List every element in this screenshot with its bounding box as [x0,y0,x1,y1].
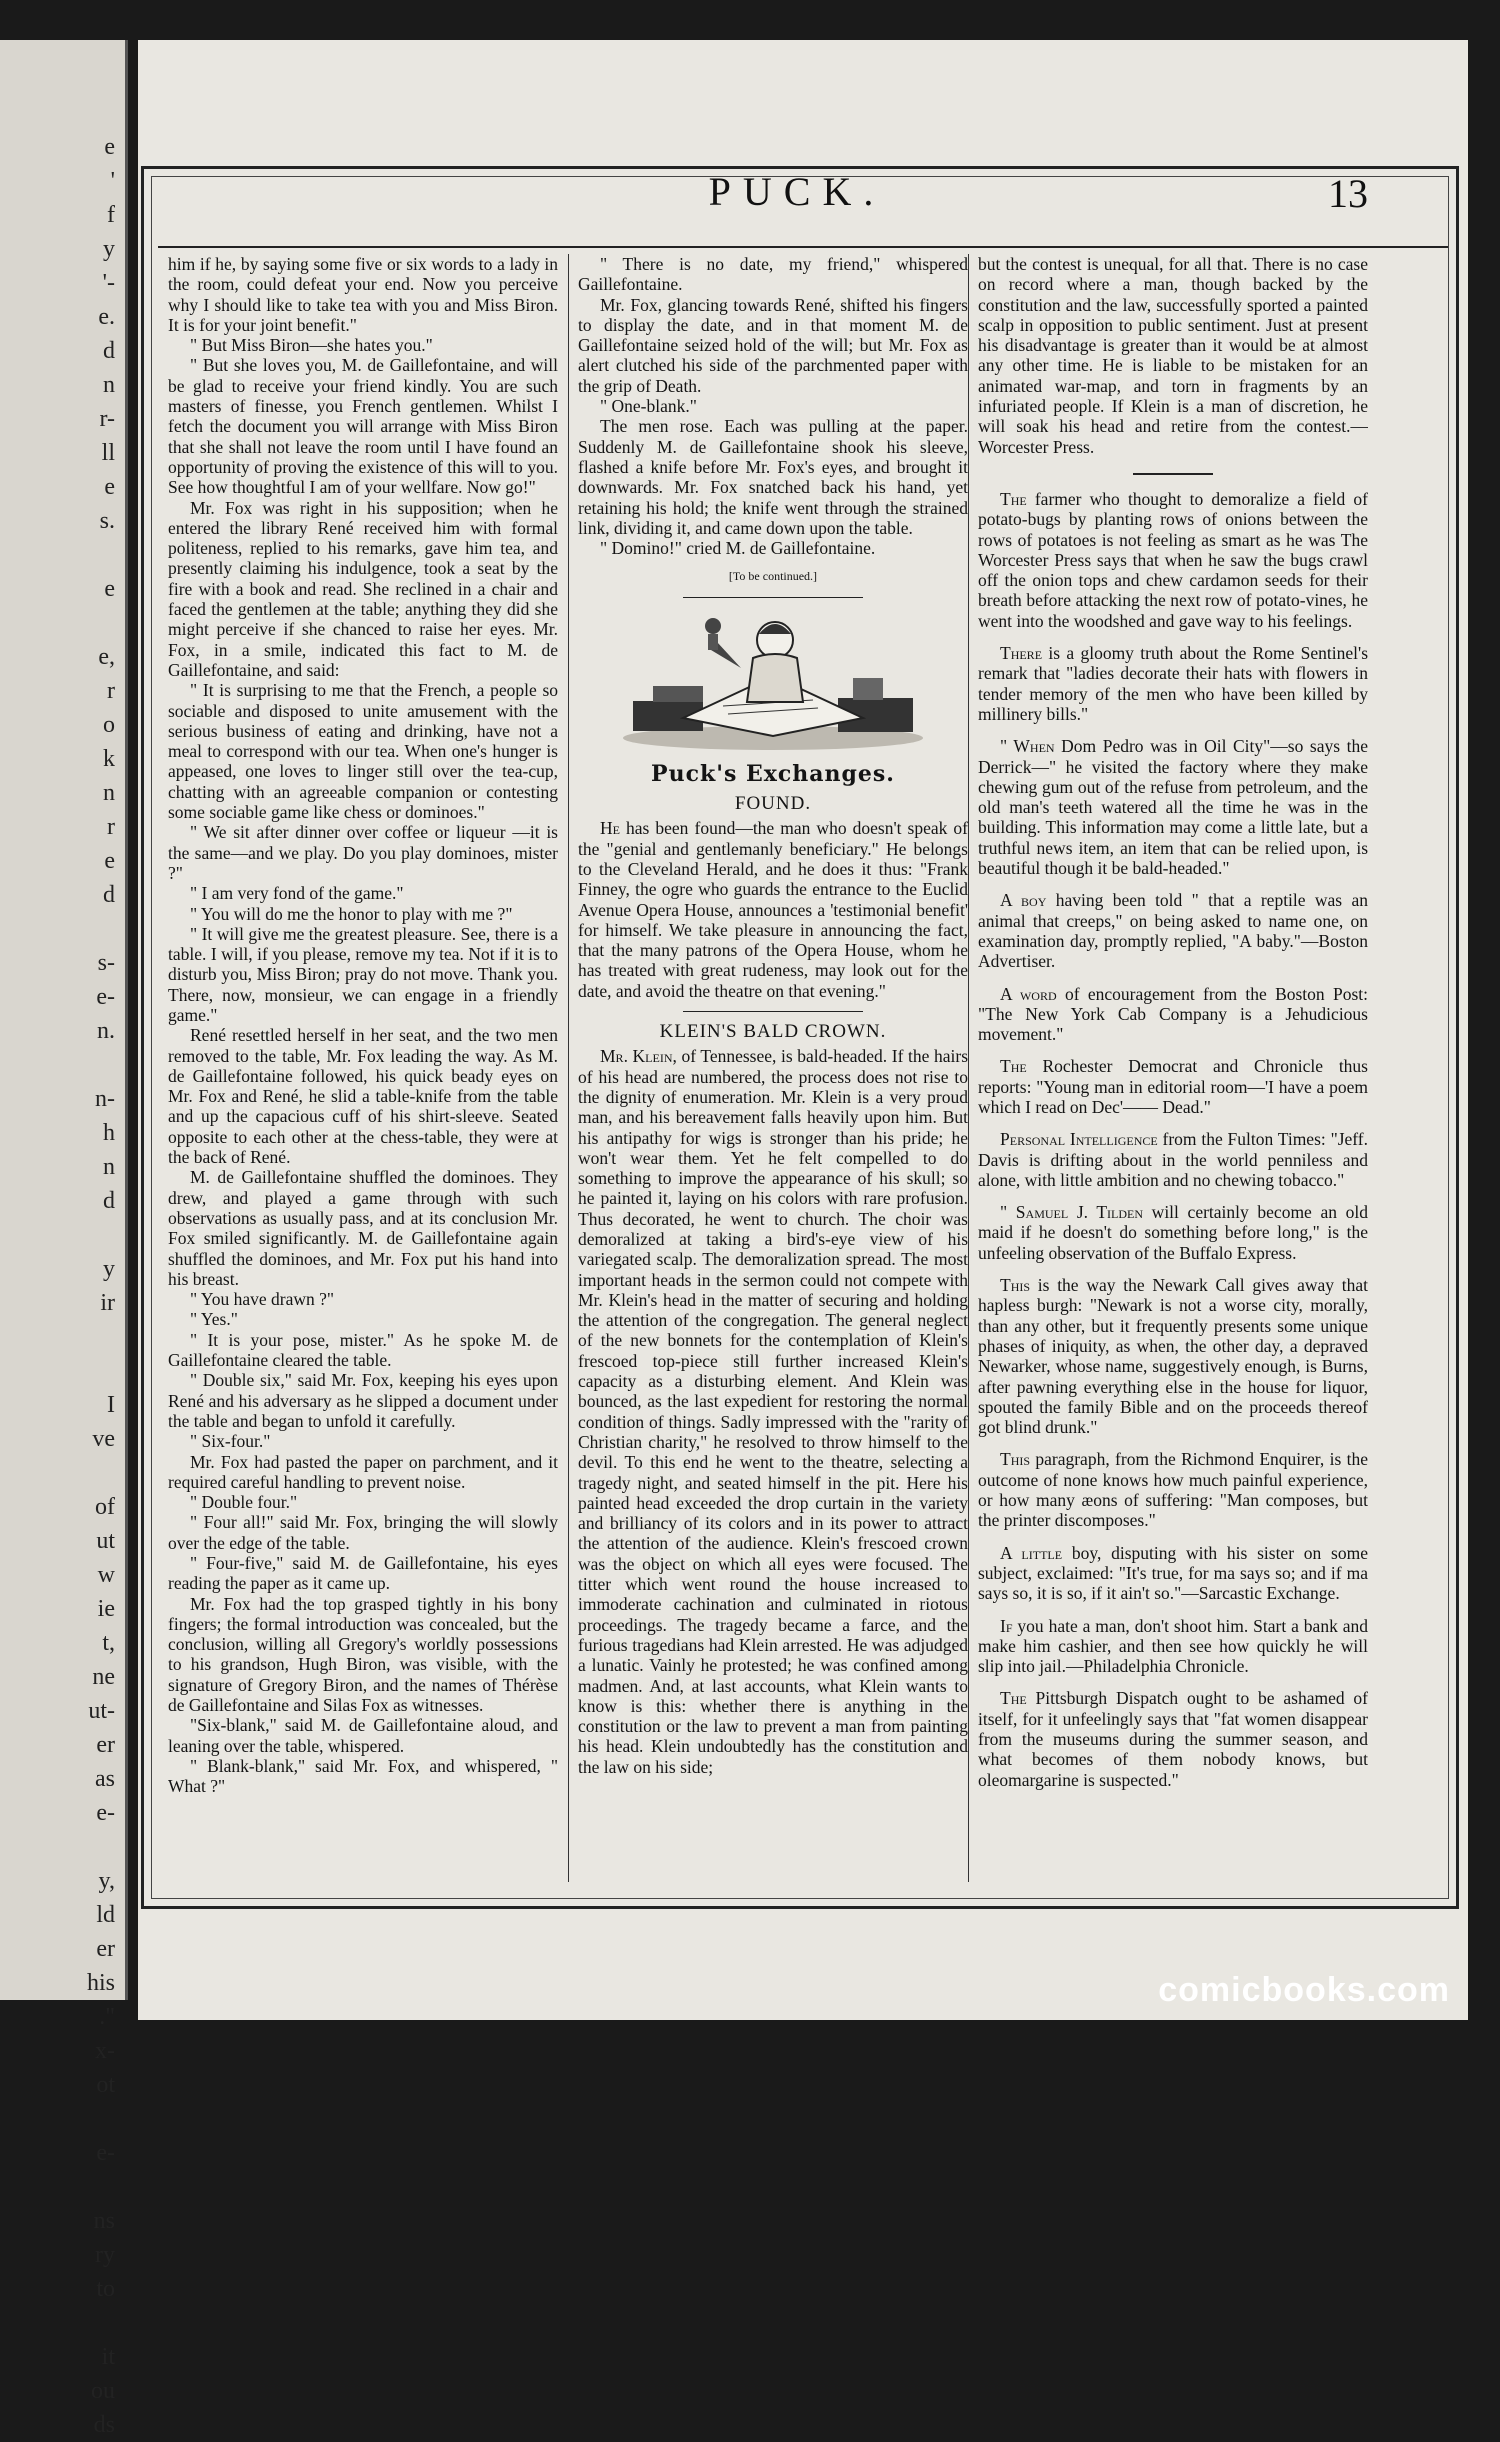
previous-page-fragment: ir [100,1290,115,1316]
column-divider [568,254,569,1882]
previous-page-fragment [0,538,115,572]
story-paragraph: " Four-five," said M. de Gaillefontaine, his eyes reading the paper as it came up. [168,1553,558,1594]
exchange-item: " When Dom Pedro was in Oil City"—so says the Derrick—" he visited the factory where they make chewing gum out of the refuse from petroleum, and the old man's teeth watered all the time he was in the building. This information may come a little late, but a truthful news item, an item that can be relied upon, is beautiful though it be bald-headed." [978,736,1368,879]
previous-page-fragment: r- [99,406,115,432]
story-paragraph: " It will give me the greatest pleasure. See, there is a table. I will, if you please, remove my tea. Not if it is to disturb you, Miss Biron; pray do not move. Thank you. There, now, monsieur, we can engage in a friendly game." [168,923,558,1025]
previous-page-fragment: ld [96,1902,115,1928]
previous-page-fragment: o [103,712,115,738]
exchange-item: If you hate a man, don't shoot him. Start a bank and make him cashier, and then see how quickly he will slip into jail.—Philadelphia Chronicle. [978,1615,1368,1677]
previous-page-fragment: '- [102,270,115,296]
previous-page-fragment: as [95,1766,115,1792]
previous-page-fragment [0,1456,115,1490]
watermark: comicbooks.com [1158,1971,1450,2009]
previous-page-fragment: e- [96,984,115,1010]
exchange-item: Personal Intelligence from the Fulton Times: "Jeff. Davis is drifting about in the world penniless and alone, with little ambition and no chewing tobacco." [978,1129,1368,1190]
previous-page-fragment: x- [95,2038,115,2064]
exchange-item: The Rochester Democrat and Chronicle thus reports: "Young man in editorial room—'I have a poem which I read on Dec'—— Dead." [978,1056,1368,1117]
story-paragraph: M. de Gaillefontaine shuffled the dominoes. They drew, and played a game through with such observations as usually pass, and at its conclusion Mr. Fox smiled significantly. M. de Gaillefontaine again shuffled the dominoes, and Mr. Fox put his hand into his breast. [168,1167,558,1289]
page-number: 13 [1328,171,1368,216]
previous-page-fragment: e- [96,1800,115,1826]
story-paragraph: " We sit after dinner over coffee or liqueur —it is the same—and we play. Do you play dominoes, mister ?" [168,822,558,883]
column-3 [978,254,1368,1894]
previous-page-fragment: ry [95,2242,115,2268]
previous-page-fragment: e- [96,2140,115,2166]
exchange-items [978,489,1368,1790]
previous-page-fragment: n [103,1154,115,1180]
story-paragraph: Mr. Fox, glancing towards René, shifted his fingers to display the date, and in that moment M. de Gaillefontaine seized hold of the will; but Mr. Fox as alert clutched his side of the parchmented paper with the grip of Death. [578,294,968,396]
previous-page-fragment: ve [92,1426,115,1452]
previous-page-fragment: s- [97,950,115,976]
story-paragraph: " Blank-blank," said Mr. Fox, and whispered, " What ?" [168,1755,558,1797]
previous-page-fragment: y [103,1256,115,1282]
previous-page-fragment: ie [97,1596,115,1622]
previous-page-fragment: y, [98,1868,115,1894]
article-continuation: but the contest is unequal, for all that. There is no case on record where a man, though backed by the constitution and the law, successfully sported a painted scalp in opposition to public sentiment. Just at present his disadvantage is greater than it would be at almost any other time. He is liable to be mistaken for an animated war-map, and torn in fragments by an infuriated people. If Klein is a man of discretion, he will soak his head and retire from the contest.— Worcester Press. [978,254,1368,457]
cherub-reading-newspapers-icon [613,606,933,756]
previous-page-fragment: e [104,576,115,602]
exchange-item: " Samuel J. Tilden will certainly become an old maid if he doesn't do something before long," is the unfeeling observation of the Buffalo Express. [978,1202,1368,1263]
story-conclusion [578,254,968,558]
story-paragraph: " One-blank." [600,396,697,417]
story-paragraph: "Six-blank," said M. de Gaillefontaine aloud, and leaning over the table, whispered. [168,1715,558,1756]
previous-page-fragment: e [104,134,115,160]
previous-page-edge [0,40,128,2438]
previous-page-fragment: his [86,1970,115,1996]
previous-page-fragment [0,2170,115,2204]
previous-page-fragment: k [103,746,115,772]
story-paragraph: Mr. Fox had the top grasped tightly in his bony fingers; the formal introduction was concealed, but the conclusion, willing all Gregory's worldly possessions to his grandson, Hugh Biron, was visible, with the signature of Gregory Biron, and the names of Thérèse de Gaillefontaine and Silas Fox as witnesses. [168,1593,558,1716]
previous-page-fragment: w [97,1562,115,1588]
previous-page-fragment [0,1830,115,1864]
section-title: Puck's Exchanges. [651,760,895,787]
previous-page-fragment [0,1218,115,1252]
story-paragraph: him if he, by saying some five or six words to a lady in the room, could defeat your end. Now you perceive why I should like to take tea with you and Miss Biron. It is for your joint benefit." [168,254,558,335]
previous-page-fragment: r [107,814,115,840]
previous-page-fragment [0,2102,115,2136]
masthead-title: PUCK. [708,169,886,214]
previous-page-fragment: ou [91,2378,115,2404]
previous-page-fragment: y [103,236,115,262]
article-rule [1133,473,1213,475]
story-paragraph: " You have drawn ?" [190,1289,335,1310]
story-paragraph: " Double six," said Mr. Fox, keeping his eyes upon René and his adversary as he slipped a document under the table and began to unfold it carefully. [168,1370,558,1431]
header-rule [158,246,1448,248]
previous-page-fragments [0,130,115,2442]
previous-page-fragment [0,1048,115,1082]
story-paragraph: The men rose. Each was pulling at the paper. Suddenly M. de Gaillefontaine shook his sleeve, flashed a knife before Mr. Fox's eyes, and brought it downwards. Mr. Fox snatched back his hand, yet retaining his hold; the knife went through the strained link, dividing it, and came down upon the table. [578,416,968,538]
newspaper-page [138,40,1468,2020]
exchange-item: The Pittsburgh Dispatch ought to be ashamed of itself, for it unfeelingly says that "fat women disappear from the museums during the summer season, and what becomes of them nobody knows, but oleomargarine is suspected." [978,1688,1368,1790]
exchange-item: A boy having been told " that a reptile was an animal that creeps," on being asked to name one, on examination day, promptly replied, "A baby."—Boston Advertiser. [978,890,1368,972]
article-body: Mr. Klein, of Tennessee, is bald-headed. If the hairs of his head are numbered, the process does not rise to the dignity of enumeration. Mr. Klein is a very proud man, and his bereavement falls heavily upon him. But his antipathy for wigs is stronger than his pride; he won't wear them. Yet he felt compelled to do something to improve the appearance of his skull; so he painted it, laying on his colors with rare profusion. Thus decorated, he went to church. The choir was demoralized at taking a bird's-eye view of his variegated scalp. The demoralization spread. The most important heads in the sermon could not compete with Mr. Klein's head in the matter of securing and holding the attention of the congregation. The general neglect of the new bonnets for the contemplation of Klein's frescoed top-piece still further increased Klein's capacity as a disturbing element. And Klein was bounced, as the last expedient for restoring the normal condition of things. Sadly impressed with the "rarity of Christian charity," he resolved to throw himself to the devil. To this end he went to the theatre, selecting a tragedy night, and seated himself in the pit. Here his painted head exceeded the drop curtain in the variety and brilliancy of its colors and in its power to attract the attention of the audience. Klein's frescoed crown was the object on which all eyes were focused. The titter which went round the house increased to immoderate cachination and culminated in riotous proceedings. The tragedy became a farce, and the furious tragedians had Klein arrested. He was adjudged a lunatic. Vainly he protested; he was confined among madmen. And, at last accounts, what Klein wants to know is this: whether there is anything in the constitution or the law to prevent a man from painting his head. Klein undoubtedly has the constitution and the law on his side; [578,1046,968,1777]
ornament-rule [683,597,863,598]
story-paragraph: " I am very fond of the game." [190,883,404,904]
previous-page-fragment: ut [96,1528,115,1554]
previous-page-fragment: e. [98,304,115,330]
article-title: KLEIN'S BALD CROWN. [659,1021,887,1043]
exchange-item: This paragraph, from the Richmond Enquirer, is the outcome of none knows how much painful experience, or how many æons of suffering: "Man composes, but the printer discomposes." [978,1449,1368,1531]
previous-page-fragment: ll [101,440,115,466]
previous-page-fragment: er [96,1936,115,1962]
previous-page-fragment: n- [95,1086,115,1112]
previous-page-fragment: it [101,2344,115,2370]
previous-page-fragment: h [103,1120,115,1146]
previous-page-fragment: n. [97,1018,115,1044]
exchange-item: The farmer who thought to demoralize a field of potato-bugs by planting rows of onions between the rows of potatoes is not feeling as smart as he was The Worcester Press says that when he saw the bugs crawl off the onion tops and chew cardamon seeds for their breath before attacking the next row of potato-vines, he went into the woodshed and gave way to his feelings. [978,488,1368,631]
story-paragraph: " Four all!" said Mr. Fox, bringing the will slowly over the edge of the table. [168,1512,558,1553]
story-paragraph: " But Miss Biron—she hates you." [190,335,433,356]
story-paragraph: " Domino!" cried M. de Gaillefontaine. [600,538,876,559]
previous-page-fragment: s. [99,508,115,534]
story-paragraph: Mr. Fox had pasted the paper on parchment, and it required careful handling to prevent noise. [168,1451,558,1492]
previous-page-fragment [0,912,115,946]
previous-page-fragment [0,1354,115,1388]
previous-page-fragment: ' [110,168,115,194]
previous-page-fragment: ds [93,2412,115,2438]
article-title: FOUND. [734,793,812,815]
previous-page-fragment: er [96,1732,115,1758]
exchange-item: A little boy, disputing with his sister on some subject, exclaimed: "It's true, for ma says so; and if ma says so, it is so, if it ain't so."—Sarcastic Exchange. [978,1542,1368,1604]
story-paragraph: " But she loves you, M. de Gaillefontaine, and will be glad to receive your friend kindly. You are such masters of finesse, you French gentlemen. Whilst I fetch the document you will arrange with Miss Biron that she shall not leave the room until I have found an opportunity of proving the existence of this will to you. See how thoughtful I am of your wellfare. Now go!" [168,355,558,498]
previous-page-fragment: d [103,882,115,908]
previous-page-fragment: ut- [88,1698,115,1724]
story-paragraph: " Double four." [190,1492,298,1513]
story-paragraph: " It is surprising to me that the French, a people so sociable and disposed to unite amusement with the serious business of eating and drinking, have not a meal to correspond with our tea. When one's hunger is appeased, one loves to linger still over the tea-cup, chatting with an agreeable companion or contesting some sociable game like chess or dominoes." [168,680,558,823]
story-paragraph: " You will do me the honor to play with me ?" [190,903,513,924]
column-1 [168,254,558,1894]
previous-page-fragment: n [103,780,115,806]
article-rule [683,1011,863,1012]
previous-page-fragment: ot [96,2072,115,2098]
story-paragraph: Mr. Fox was right in his supposition; when he entered the library René received him with formal politeness, replied to his remarks, gave him tea, and presently claiming his indulgence, took a seat by the fire with a book and read. She reclined in a chair and faced the gentlemen at the table; anything they did she might perceive if she chanced to raise her eyes. Mr. Fox, in a smile, indicated this fact to M. de Gaillefontaine, and said: [168,497,558,680]
previous-page-fragment: to [96,2276,115,2302]
previous-page-fragment: d [103,338,115,364]
column-2 [578,254,968,1894]
to-be-continued: [To be continued.] [728,569,818,584]
previous-page-fragment: t, [102,1630,115,1656]
previous-page-fragment: d [103,1188,115,1214]
previous-page-fragment: r [107,678,115,704]
previous-page-fragment: e, [98,644,115,670]
story-paragraph: René resettled herself in her seat, and the two men removed to the table, Mr. Fox leading the way. As M. de Gaillefontaine followed, his quick beady eyes on Mr. Fox and René, he slid a table-knife from the table and up the capacious cuff of his shirt-sleeve. Seated opposite to each other at the chess-table, they were at the back of René. [168,1025,558,1168]
article-body: He has been found—the man who doesn't speak of the "genial and gentlemanly beneficiary." He belongs to the Cleveland Herald, and he does it thus: "Frank Finney, the ogre who guards the entrance to the Euclid Avenue Opera House, announces a 'testimonial benefit' for himself. We take pleasure in announcing the fact, that the many patrons of the Opera House, whom he has treated with great rudeness, may look out for the date, and avoid the theatre on that evening." [578,818,968,1001]
previous-page-fragment [0,2306,115,2340]
previous-page-fragment: of [95,1494,115,1520]
exchange-item: There is a gloomy truth about the Rome Sentinel's remark that "ladies decorate their hats with flowers in tender memory of the men who have been killed by millinery bills." [978,643,1368,724]
previous-page-fragment: e [104,474,115,500]
story-paragraph: " Six-four." [190,1431,271,1452]
previous-page-fragment: ne [92,1664,115,1690]
previous-page-fragment: e [104,848,115,874]
exchange-item: This is the way the Newark Call gives away that hapless burgh: "Newark is not a worse city, morally, than any other, but it frequently presents some unique phases of iniquity, as when, the other day, a depraved Newarker, whose name, suggestively enough, is Burns, after pawning everything else in the house for liquor, spouted the family Bible and on the proceeds thereof got blind drunk." [978,1275,1368,1438]
previous-page-fragment: f [107,202,115,228]
previous-page-fragment: I [107,1392,115,1418]
exchange-item: A word of encouragement from the Boston Post: "The New York Cab Company is a Jehudicious movement." [978,983,1368,1045]
previous-page-fragment: n [103,372,115,398]
column-divider [968,254,969,1882]
story-paragraph: " It is your pose, mister." As he spoke M. de Gaillefontaine cleared the table. [168,1329,558,1371]
previous-page-fragment: ." [99,2004,115,2030]
previous-page-fragment: ns [93,2208,115,2234]
story-paragraph: " Yes." [190,1309,238,1330]
previous-page-fragment [0,1320,115,1354]
story-paragraph: " There is no date, my friend," whispered Gaillefontaine. [578,254,968,295]
previous-page-fragment [0,606,115,640]
